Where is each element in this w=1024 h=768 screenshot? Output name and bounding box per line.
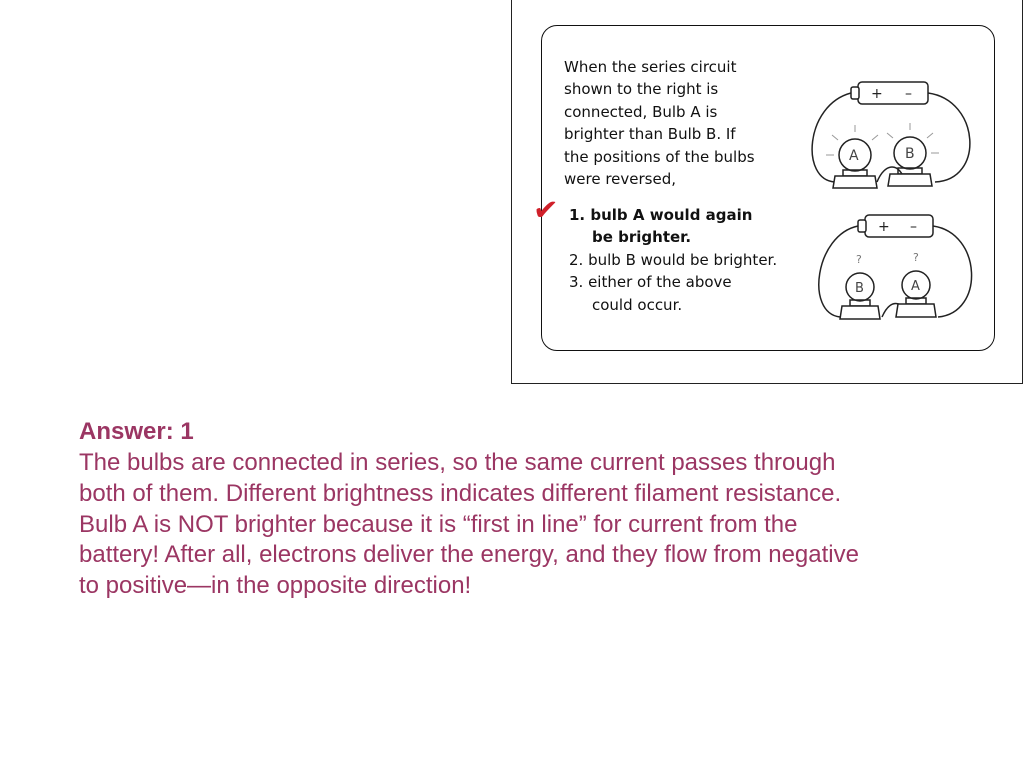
checkmark-icon: ✔ [531,192,560,229]
answer-line: Bulb A is NOT brighter because it is “first in line” for current from the [79,510,798,538]
answer-line: both of them. Different brightness indicates different filament resistance. [79,479,842,507]
question-line: When the series circuit [564,58,737,76]
answer-choices [569,204,829,316]
bulb-left-label: B [855,281,864,296]
bulb-right-label: B [905,146,915,162]
wire-left [819,226,858,317]
battery-minus-label: – [905,86,912,102]
unknown-brightness-mark-right: ? [913,251,919,264]
choice-3-line-1: 3. either of the above [569,273,732,292]
wire-left [812,93,851,182]
circuit-diagram-top [805,70,985,200]
battery-plus-label: + [878,219,890,235]
choice-1-line-1: 1. bulb A would again [569,206,753,224]
bulb-left-label: A [849,148,859,164]
circuit-diagram-bottom [810,205,990,335]
question-line: were reversed, [564,170,677,189]
battery-plus-label: + [871,86,883,102]
wire-right [928,93,970,182]
bulb-right-label: A [911,279,920,294]
question-line: connected, Bulb A is [564,102,718,121]
wire-right [933,226,972,317]
choice-2: 2. bulb B would be brighter. [569,250,778,269]
answer-explanation [79,448,959,602]
question-line: shown to the right is [564,80,719,99]
battery-icon [858,82,928,104]
answer-line: to positive—in the opposite direction! [79,572,472,600]
choice-3-line-2: could occur. [592,295,683,314]
question-prompt [564,56,804,190]
unknown-brightness-mark-left: ? [856,253,862,266]
answer-line: battery! After all, electrons deliver the energy, and they flow from negative [79,541,859,569]
answer-line: The bulbs are connected in series, so the same current passes through [79,449,836,476]
answer-heading: Answer: 1 [79,418,194,445]
battery-minus-label: – [910,219,917,235]
battery-icon [865,215,933,237]
choice-1-line-2: be brighter. [592,228,692,247]
question-line: the positions of the bulbs [564,147,755,166]
question-line: brighter than Bulb B. If [564,125,736,144]
